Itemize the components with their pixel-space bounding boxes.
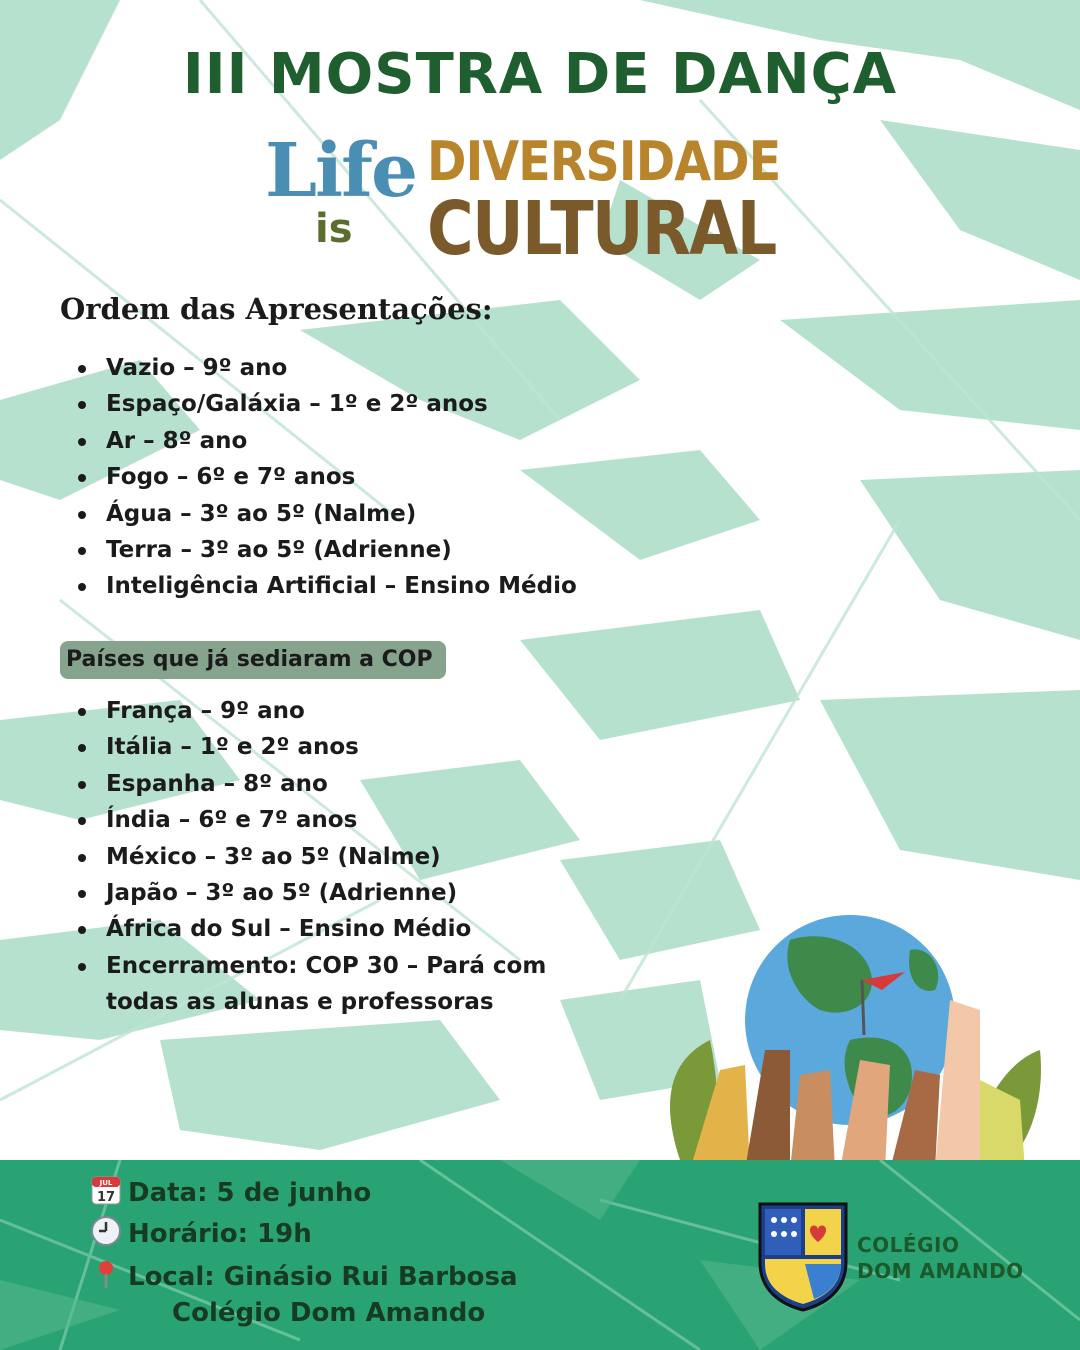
date-text: Data: 5 de junho — [128, 1178, 372, 1208]
globe-illustration — [650, 900, 1060, 1170]
logo-life-word: Life — [265, 128, 417, 214]
school-name-line2: DOM AMANDO — [857, 1259, 1024, 1283]
list-item: África do Sul – Ensino Médio — [78, 911, 548, 947]
clock-icon — [90, 1215, 122, 1247]
calendar-icon — [90, 1174, 122, 1206]
list-item-closing: Encerramento: COP 30 – Pará com todas as alunas e professoras — [78, 948, 548, 1022]
pin-icon — [90, 1258, 122, 1290]
list-item: Inteligência Artificial – Ensino Médio — [78, 568, 577, 604]
list-item: Ar – 8º ano — [78, 423, 577, 459]
school-name-line1: COLÉGIO — [857, 1233, 960, 1257]
list-item: Itália – 1º e 2º anos — [78, 729, 548, 765]
list-item: França – 9º ano — [78, 693, 548, 729]
event-title: III MOSTRA DE DANÇA — [182, 42, 898, 107]
life-is-diversidade-cultural-logo — [265, 128, 781, 272]
school-name — [857, 1232, 1024, 1284]
list-item: Espaço/Galáxia – 1º e 2º anos — [78, 386, 577, 422]
logo-is-word: is — [315, 206, 353, 252]
list-item: Índia – 6º e 7º anos — [78, 802, 548, 838]
school-crest-icon — [756, 1200, 850, 1312]
order-list — [78, 350, 577, 605]
calendar-month: JUL — [99, 1179, 113, 1187]
list-item: Espanha – 8º ano — [78, 766, 548, 802]
location-text: Local: Ginásio Rui Barbosa — [128, 1262, 518, 1292]
list-item: Vazio – 9º ano — [78, 350, 577, 386]
list-item: Fogo – 6º e 7º anos — [78, 459, 577, 495]
list-item: Terra – 3º ao 5º (Adrienne) — [78, 532, 577, 568]
list-item: Água – 3º ao 5º (Nalme) — [78, 496, 577, 532]
time-row — [90, 1215, 312, 1249]
date-row — [90, 1174, 371, 1208]
list-item: Japão – 3º ao 5º (Adrienne) — [78, 875, 548, 911]
calendar-day: 17 — [96, 1190, 116, 1205]
order-heading: Ordem das Apresentações: — [60, 292, 493, 326]
location-row — [90, 1258, 518, 1292]
cop-list — [78, 693, 548, 1022]
logo-cultural-word: CULTURAL — [427, 186, 776, 272]
cop-heading-badge: Países que já sediaram a COP — [60, 641, 446, 679]
logo-diversidade-word: DIVERSIDADE — [427, 130, 781, 193]
location-subtext: Colégio Dom Amando — [172, 1298, 486, 1328]
time-text: Horário: 19h — [128, 1219, 312, 1249]
list-item: México – 3º ao 5º (Nalme) — [78, 839, 548, 875]
